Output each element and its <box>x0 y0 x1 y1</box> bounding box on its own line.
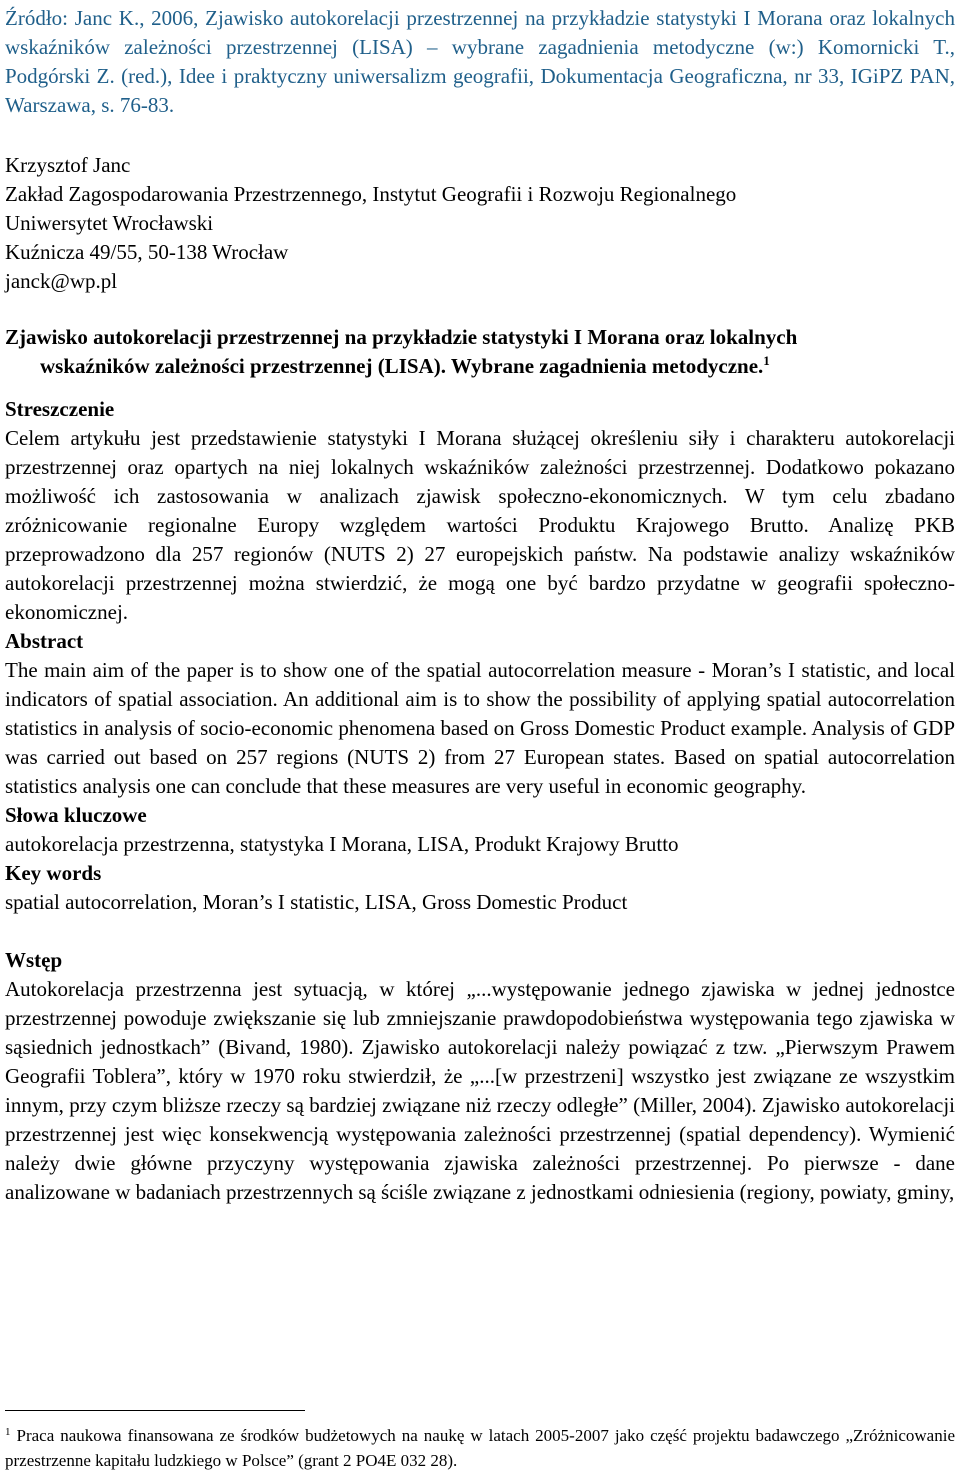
abstract-heading: Abstract <box>5 629 84 653</box>
abstract-text: The main aim of the paper is to show one of the spatial autocorrelation measure - Moran’s I statistic, and local indicators of spatial association. An additional aim is to show the possibility of applying spatial autocorrelation statistics in analysis of socio-economic phenomena based on Gross Domestic Product example. Analysis of GDP was carried out based on 257 regions (NUTS 2) from 27 European states. Based on spatial autocorrelation statistics analysis one can conclude that these measures are very useful in economic geography. <box>5 658 955 798</box>
author-department: Zakład Zagospodarowania Przestrzennego, Instytut Geografii i Rozwoju Regionalnego <box>5 182 737 206</box>
key-words-heading: Key words <box>5 861 102 885</box>
paper-title-line2-text: wskaźników zależności przestrzennej (LISA). Wybrane zagadnienia metodyczne. <box>40 354 764 378</box>
key-words-text: spatial autocorrelation, Moran’s I statistic, LISA, Gross Domestic Product <box>5 890 628 914</box>
author-email[interactable]: janck@wp.pl <box>5 269 118 293</box>
slowa-kluczowe-text: autokorelacja przestrzenna, statystyka I Morana, LISA, Produkt Krajowy Brutto <box>5 832 679 856</box>
footnote-mark[interactable]: 1 <box>763 353 770 368</box>
footnote-divider <box>5 1410 305 1411</box>
paper-title <box>5 323 955 381</box>
wstep-text: Autokorelacja przestrzenna jest sytuacją, w której „...występowanie jednego zjawiska w jednej jednostce przestrzennej powoduje zwiększanie się lub zmniejszanie prawdopodobieństwa występowania tego zjawiska w sąsiednich jednostkach” (Bivand, 1980). Zjawisko autokorelacji należy powiązać z tzw. „Pierwszym Prawem Geografii Toblera”, który w 1970 roku stwierdził, że „...[w przestrzeni] wszystko jest związane ze wszystkim innym, przy czym bliższe rzeczy są bardziej związane niż rzeczy odległe” (Miller, 2004). Zjawisko autokorelacji przestrzennej jest więc konsekwencją występowania zależności przestrzennej (spatial dependency). Wymienić należy dwie główne przyczyny występowania zjawiska zależności przestrzennej. Po pierwsze - dane analizowane w badaniach przestrzennych są ściśle związane z jednostkami odniesienia (regiony, powiaty, gminy, <box>5 977 955 1204</box>
streszczenie-heading: Streszczenie <box>5 397 115 421</box>
author-name: Krzysztof Janc <box>5 153 131 177</box>
document-page <box>5 0 955 1207</box>
paper-title-line1: Zjawisko autokorelacji przestrzennej na przykładzie statystyki I Morana oraz lokalnych <box>5 325 798 349</box>
footnote-number: 1 <box>5 1426 11 1438</box>
source-citation[interactable]: Źródło: Janc K., 2006, Zjawisko autokorelacji przestrzennej na przykładzie statystyki I Morana oraz lokalnych wskaźników zależności przestrzennej (LISA) – wybrane zagadnienia metodyczne (w:) Komornicki T., Podgórski Z. (red.), Idee i praktyczny uniwersalizm geografii, Dokumentacja Geograficzna, nr 33, IGiPZ PAN, Warszawa, s. 76-83. <box>5 6 955 117</box>
slowa-kluczowe-heading: Słowa kluczowe <box>5 803 147 827</box>
footnote-text: Praca naukowa finansowana ze środków budżetowych na naukę w latach 2005-2007 jako część projektu badawczego „Zróżnicowanie przestrzenne kapitału ludzkiego w Polsce” (grant 2 PO4E 032 28). <box>5 1426 955 1470</box>
wstep-heading: Wstęp <box>5 948 63 972</box>
author-block <box>5 151 955 296</box>
author-address: Kuźnicza 49/55, 50-138 Wrocław <box>5 240 289 264</box>
paper-title-line2 <box>5 352 955 381</box>
author-university: Uniwersytet Wrocławski <box>5 211 214 235</box>
streszczenie-text: Celem artykułu jest przedstawienie statystyki I Morana służącej określeniu siły i charakteru autokorelacji przestrzennej oraz opartych na niej lokalnych wskaźników zależności przestrzennej. Dodatkowo pokazano możliwość ich zastosowania w analizach zjawisk społeczno-ekonomicznych. W tym celu zbadano zróżnicowanie regionalne Europy względem wartości Produktu Krajowego Brutto. Analizę PKB przeprowadzono dla 257 regionów (NUTS 2) 27 europejskich państw. Na podstawie analizy wskaźników autokorelacji przestrzennej można stwierdzić, że mogą one być bardzo przydatne w geografii społeczno-ekonomicznej. <box>5 426 955 624</box>
footnote <box>5 1423 955 1473</box>
